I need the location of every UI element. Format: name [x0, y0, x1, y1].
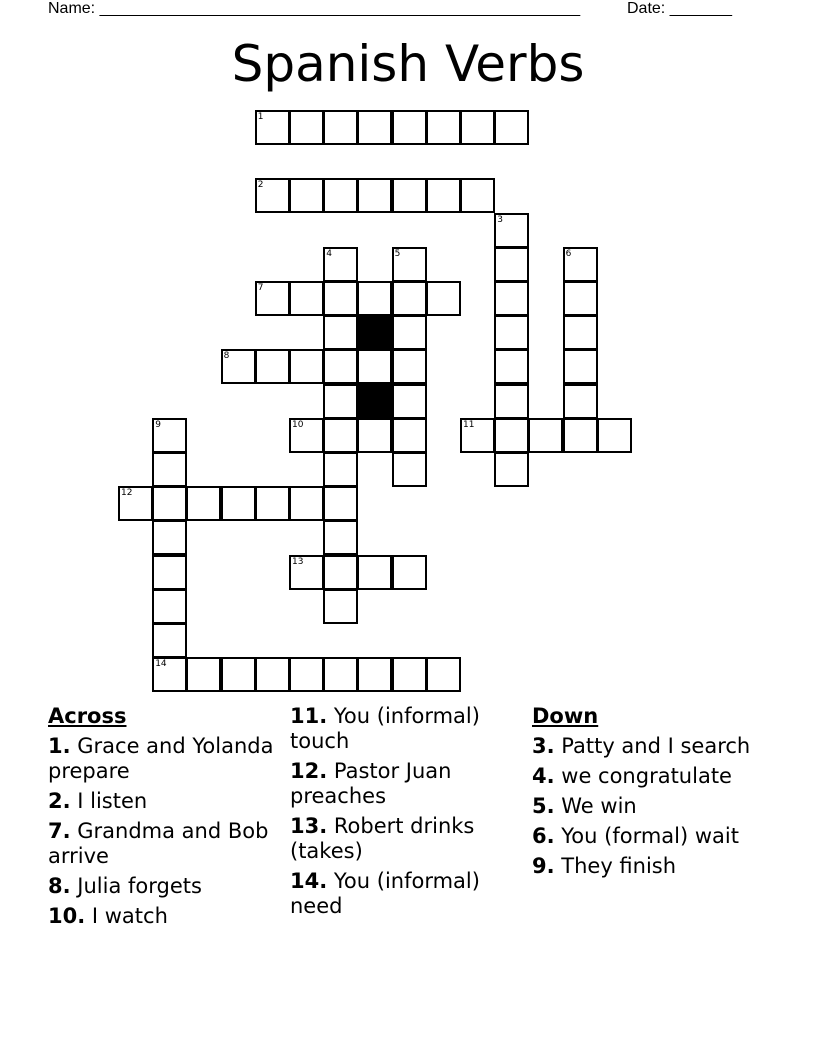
- crossword-cell[interactable]: [186, 486, 221, 521]
- clue-item: [290, 704, 526, 754]
- clue-text: I watch: [85, 904, 168, 928]
- crossword-cell[interactable]: [494, 110, 529, 145]
- crossword-cell[interactable]: [357, 657, 392, 692]
- clue-number: 1.: [48, 734, 71, 758]
- crossword-cell[interactable]: [357, 555, 392, 590]
- clue-number-label: 14: [155, 659, 167, 670]
- clue-number: 11.: [290, 704, 328, 728]
- clue-item: [532, 764, 768, 789]
- clue-number: 5.: [532, 794, 555, 818]
- crossword-cell[interactable]: [460, 110, 495, 145]
- crossword-cell[interactable]: [186, 657, 221, 692]
- crossword-cell[interactable]: [323, 589, 358, 624]
- clue-number-label: 4: [326, 248, 332, 259]
- crossword-cell[interactable]: [494, 349, 529, 384]
- clue-number-label: 12: [121, 488, 133, 499]
- clue-number: 6.: [532, 824, 555, 848]
- clue-text: we congratulate: [554, 764, 732, 788]
- crossword-cell[interactable]: [323, 178, 358, 213]
- crossword-cell[interactable]: [426, 110, 461, 145]
- clue-number: 8.: [48, 874, 71, 898]
- clue-number-label: 5: [394, 248, 401, 259]
- crossword-cell[interactable]: [392, 657, 427, 692]
- crossword-cell[interactable]: [323, 520, 358, 555]
- clue-text: Grace and Yolanda prepare: [48, 734, 274, 783]
- black-cell: [357, 384, 392, 419]
- clue-number-label: 10: [292, 419, 304, 430]
- black-cell: [357, 315, 392, 350]
- crossword-cell[interactable]: [357, 178, 392, 213]
- crossword-cell[interactable]: [494, 247, 529, 282]
- crossword-cell[interactable]: [289, 281, 324, 316]
- clue-item: [290, 814, 526, 864]
- crossword-cell[interactable]: [392, 349, 427, 384]
- crossword-cell[interactable]: [221, 486, 256, 521]
- down-heading: Down: [532, 704, 599, 728]
- crossword-cell[interactable]: [221, 657, 256, 692]
- clue-number: 14.: [290, 869, 328, 893]
- page-title: Spanish Verbs: [231, 35, 585, 93]
- crossword-cell[interactable]: [323, 315, 358, 350]
- clue-text: Pastor Juan preaches: [290, 759, 452, 808]
- crossword-cell[interactable]: [357, 110, 392, 145]
- crossword-cell[interactable]: [460, 178, 495, 213]
- clue-item: [48, 789, 284, 814]
- crossword-cell[interactable]: [255, 178, 290, 213]
- crossword-cell[interactable]: [357, 349, 392, 384]
- crossword-cell[interactable]: [392, 178, 427, 213]
- clue-number: 7.: [48, 819, 71, 843]
- clues-column-2: [290, 704, 526, 924]
- crossword-cell[interactable]: [460, 418, 495, 453]
- clue-text: I listen: [70, 789, 148, 813]
- clue-text: You (formal) wait: [554, 824, 739, 848]
- clue-number-label: 3: [497, 214, 503, 225]
- clue-number-label: 9: [155, 419, 161, 430]
- crossword-cell[interactable]: [289, 555, 324, 590]
- crossword-cell[interactable]: [597, 418, 632, 453]
- crossword-cell[interactable]: [152, 589, 187, 624]
- crossword-cell[interactable]: [563, 418, 598, 453]
- crossword-cell[interactable]: [426, 281, 461, 316]
- crossword-cell[interactable]: [289, 418, 324, 453]
- crossword-cell[interactable]: [563, 247, 598, 282]
- clue-number: 10.: [48, 904, 86, 928]
- clue-number-label: 8: [223, 351, 230, 362]
- clue-number: 2.: [48, 789, 71, 813]
- crossword-cell[interactable]: [323, 110, 358, 145]
- crossword-cell[interactable]: [323, 555, 358, 590]
- crossword-cell[interactable]: [323, 247, 358, 282]
- clue-number: 13.: [290, 814, 328, 838]
- crossword-cell[interactable]: [392, 247, 427, 282]
- crossword-cell[interactable]: [494, 452, 529, 487]
- clue-text: Grandma and Bob arrive: [48, 819, 269, 868]
- clue-item: [290, 869, 526, 919]
- name-field[interactable]: Name: ______________________________________________________: [48, 0, 581, 17]
- crossword-cell[interactable]: [563, 315, 598, 350]
- clue-number-label: 7: [257, 283, 264, 293]
- clue-number-label: 1: [257, 112, 264, 122]
- clue-item: [48, 874, 284, 899]
- crossword-cell[interactable]: [357, 418, 392, 453]
- crossword-cell[interactable]: [494, 281, 529, 316]
- clue-item: [290, 759, 526, 809]
- crossword-cell[interactable]: [323, 349, 358, 384]
- clues-column-1: [48, 704, 284, 934]
- crossword-cell[interactable]: [152, 452, 187, 487]
- clue-item: [48, 734, 284, 784]
- across-clue-list: [48, 734, 284, 929]
- clue-number: 4.: [532, 764, 555, 788]
- clues-column-3: [532, 704, 768, 884]
- across-heading: Across: [48, 704, 127, 728]
- crossword-cell[interactable]: [357, 281, 392, 316]
- down-clue-list: [532, 734, 768, 879]
- crossword-cell[interactable]: [494, 315, 529, 350]
- crossword-cell[interactable]: [563, 384, 598, 419]
- crossword-cell[interactable]: [323, 384, 358, 419]
- crossword-cell[interactable]: [494, 418, 529, 453]
- crossword-cell[interactable]: [289, 486, 324, 521]
- crossword-cell[interactable]: [289, 657, 324, 692]
- clue-text: We win: [554, 794, 637, 818]
- clue-number-label: 11: [463, 419, 475, 430]
- crossword-cell[interactable]: [426, 178, 461, 213]
- clue-text: Patty and I search: [554, 734, 751, 758]
- crossword-cell[interactable]: [392, 384, 427, 419]
- clue-number-label: 2: [257, 180, 264, 191]
- crossword-cell[interactable]: [255, 486, 290, 521]
- crossword-cell[interactable]: [289, 178, 324, 213]
- crossword-cell[interactable]: [152, 520, 187, 555]
- clue-item: [48, 904, 284, 929]
- crossword-cell[interactable]: [392, 452, 427, 487]
- crossword-cell[interactable]: [392, 281, 427, 316]
- crossword-cell[interactable]: [528, 418, 563, 453]
- date-field[interactable]: Date: _______: [627, 0, 732, 17]
- clue-text: Julia forgets: [70, 874, 202, 898]
- crossword-cell[interactable]: [563, 349, 598, 384]
- clue-number: 3.: [532, 734, 555, 758]
- clue-text: You (informal) touch: [290, 704, 480, 753]
- crossword-cell[interactable]: [152, 555, 187, 590]
- clue-item: [532, 824, 768, 849]
- clue-item: [48, 819, 284, 869]
- crossword-cell[interactable]: [392, 315, 427, 350]
- crossword-cell[interactable]: [323, 452, 358, 487]
- crossword-cell[interactable]: [392, 110, 427, 145]
- clue-item: [532, 794, 768, 819]
- clue-text: You (informal) need: [290, 869, 480, 918]
- across-clue-list-continued: [290, 704, 526, 919]
- crossword-cell[interactable]: [221, 349, 256, 384]
- clue-number: 9.: [532, 854, 555, 878]
- crossword-cell[interactable]: [255, 281, 290, 316]
- crossword-cell[interactable]: [392, 555, 427, 590]
- clue-item: [532, 734, 768, 759]
- crossword-cell[interactable]: [494, 384, 529, 419]
- crossword-cell[interactable]: [255, 110, 290, 145]
- crossword-cell[interactable]: [255, 349, 290, 384]
- crossword-cell[interactable]: [289, 349, 324, 384]
- crossword-cell[interactable]: [289, 110, 324, 145]
- crossword-cell[interactable]: [323, 418, 358, 453]
- crossword-cell[interactable]: [152, 486, 187, 521]
- clue-number: 12.: [290, 759, 328, 783]
- crossword-cell[interactable]: [152, 418, 187, 453]
- crossword-cell[interactable]: [563, 281, 598, 316]
- crossword-cell[interactable]: [323, 281, 358, 316]
- crossword-cell[interactable]: [426, 657, 461, 692]
- crossword-cell[interactable]: [323, 486, 358, 521]
- crossword-cell[interactable]: [494, 213, 529, 248]
- clue-text: Robert drinks (takes): [290, 814, 475, 863]
- clue-item: [532, 854, 768, 879]
- crossword-cell[interactable]: [152, 623, 187, 658]
- crossword-cell[interactable]: [255, 657, 290, 692]
- clue-number-label: 6: [565, 248, 572, 259]
- clue-number-label: 13: [292, 556, 304, 567]
- crossword-cell[interactable]: [392, 418, 427, 453]
- crossword-cell[interactable]: [152, 657, 187, 692]
- clue-text: They finish: [554, 854, 677, 878]
- crossword-cell[interactable]: [118, 486, 153, 521]
- crossword-cell[interactable]: [323, 657, 358, 692]
